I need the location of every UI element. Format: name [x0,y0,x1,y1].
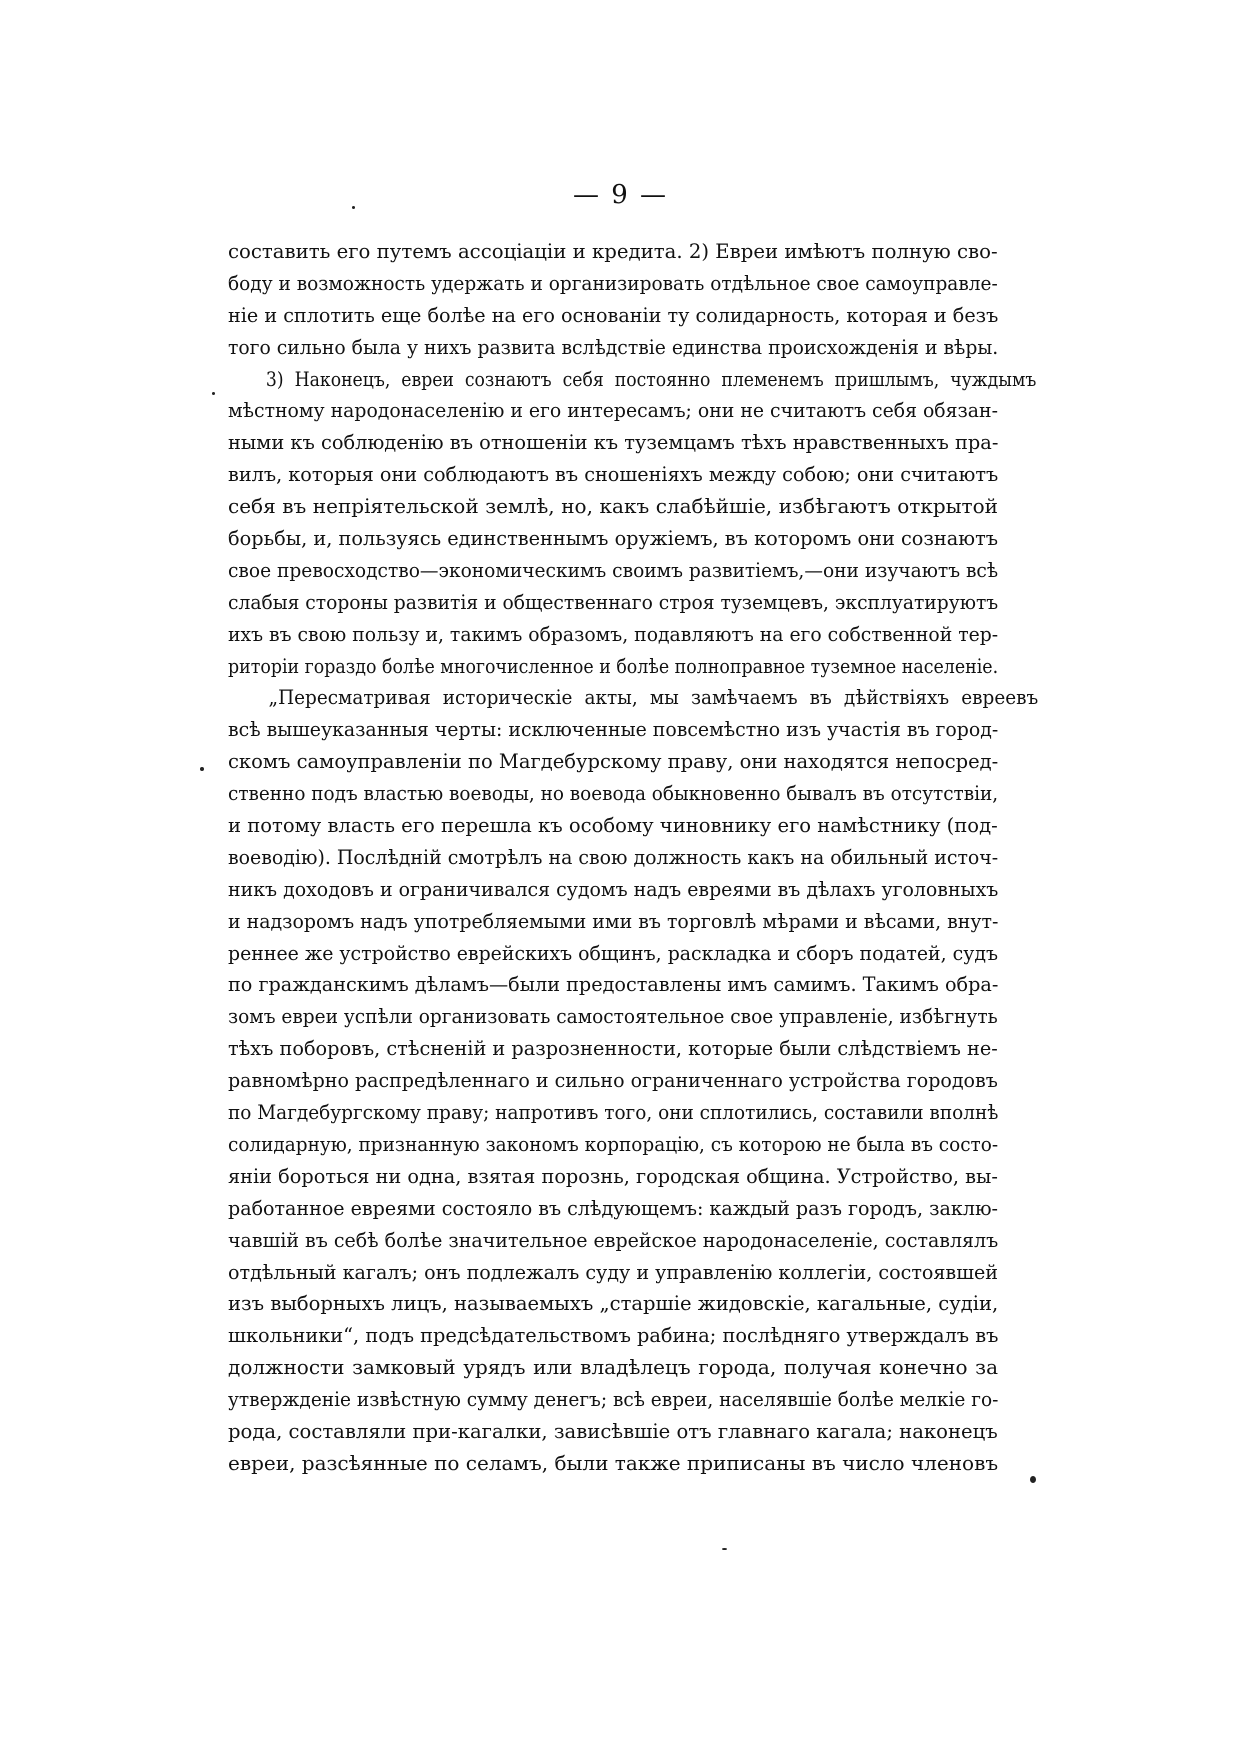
text-line: чавшій въ себѣ болѣе значительное еврейское народонаселеніе, составлялъ [228,1227,999,1252]
text-line: скомъ самоуправленіи по Магдебурскому праву, они находятся непосред- [228,749,999,774]
text-line: 3) Наконецъ, евреи сознаютъ себя постоянно племенемъ пришлымъ, чуждымъ [265,366,1037,391]
text-line: „Пересматривая историческіе акты, мы замѣчаемъ въ дѣйствіяхъ евреевъ [268,685,1039,710]
text-line: евреи, разсѣянные по селамъ, были также приписаны въ число членовъ [228,1450,999,1475]
text-line: работанное евреями состояло въ слѣдующемъ: каждый разъ городъ, заклю- [228,1195,998,1220]
text-line: по Магдебургскому праву; напротивъ того, они сплотились, составили вполнѣ [228,1100,999,1125]
text-line: тѣхъ поборовъ, стѣсненій и разрозненности, которые были слѣдствіемъ не- [228,1036,998,1061]
text-line: солидарную, признанную закономъ корпорацію, съ которою не была въ состо- [228,1131,999,1156]
page-number: — 9 — [572,180,669,210]
text-line: должности замковый урядъ или владѣлецъ города, получая конечно за [228,1355,998,1380]
text-line: изъ выборныхъ лицъ, называемыхъ „старшіе жидовскіе, кагальные, судіи, [228,1291,999,1316]
text-line: яніи бороться ни одна, взятая порознь, городская община. Устройство, вы- [228,1163,998,1188]
text-line: всѣ вышеуказанныя черты: исключенные повсемѣстно изъ участія въ город- [228,717,999,742]
text-line: зомъ евреи успѣли организовать самостоятельное свое управленіе, избѣгнуть [228,1004,998,1029]
text-line: утвержденіе извѣстную сумму денегъ; всѣ евреи, населявшіе болѣе мелкіе го- [228,1387,999,1412]
text-line: ихъ въ свою пользу и, такимъ образомъ, подавляютъ на его собственной тер- [228,621,999,646]
text-line: и потому власть его перешла къ особому чиновнику его намѣстнику (под- [228,813,998,838]
margin-dot [200,767,204,771]
text-line: ніе и сплотить еще болѣе на его основаніи ту солидарность, которая и безъ [228,302,999,327]
text-line: по гражданскимъ дѣламъ—были предоставлены имъ самимъ. Такимъ обра- [228,972,999,997]
text-line: воеводію). Послѣдній смотрѣлъ на свою должность какъ на обильный источ- [228,844,999,869]
text-line: слабыя стороны развитія и общественнаго строя туземцевъ, эксплуатируютъ [228,589,999,614]
text-line: вилъ, которыя они соблюдаютъ въ сношеніяхъ между собою; они считаютъ [228,462,999,487]
text-line: равномѣрно распредѣленнаго и сильно ограниченнаго устройства городовъ [228,1068,998,1093]
text-line: никъ доходовъ и ограничивался судомъ надъ евреями въ дѣлахъ уголовныхъ [228,876,999,901]
text-line: рода, составляли при-кагалки, зависѣвшіе отъ главнаго кагала; наконецъ [228,1418,998,1443]
body-text [228,236,1039,1480]
text-line: себя въ непріятельской землѣ, но, какъ слабѣйшіе, избѣгаютъ открытой [228,494,998,519]
text-line: того сильно была у нихъ развита вслѣдствіе единства происхожденія и вѣры. [228,334,999,359]
text-line: составить его путемъ ассоціаціи и кредита. 2) Евреи имѣютъ полную сво- [228,239,998,263]
text-line: борьбы, и, пользуясь единственнымъ оружіемъ, въ которомъ они сознаютъ [228,526,999,551]
text-line: школьники“, подъ предсѣдательствомъ рабина; послѣдняго утверждалъ въ [228,1323,999,1348]
margin-dot [1030,1476,1036,1483]
text-line: боду и возможность удержать и организировать отдѣльное свое самоуправле- [228,270,998,295]
text-line: свое превосходство—экономическимъ своимъ развитіемъ,—они изучаютъ всѣ [228,557,999,582]
text-line: отдѣльный кагалъ; онъ подлежалъ суду и управленію коллегіи, состоявшей [228,1259,998,1284]
text-line: реннее же устройство еврейскихъ общинъ, раскладка и сборъ податей, судъ [228,940,999,965]
text-line: риторіи гораздо болѣе многочисленное и болѣе полноправное туземное населеніе. [228,653,999,678]
margin-dot [212,392,215,395]
text-line: мѣстному народонаселенію и его интересамъ; они не считаютъ себя обязан- [228,398,998,423]
text-line: и надзоромъ надъ употребляемыми ими въ торговлѣ мѣрами и вѣсами, внут- [228,908,999,933]
margin-dot [722,1548,727,1550]
margin-dot [352,206,355,209]
text-line: ными къ соблюденію въ отношеніи къ туземцамъ тѣхъ нравственныхъ пра- [228,430,999,455]
text-line: ственно подъ властью воеводы, но воевода обыкновенно бывалъ въ отсутствіи, [228,781,999,806]
